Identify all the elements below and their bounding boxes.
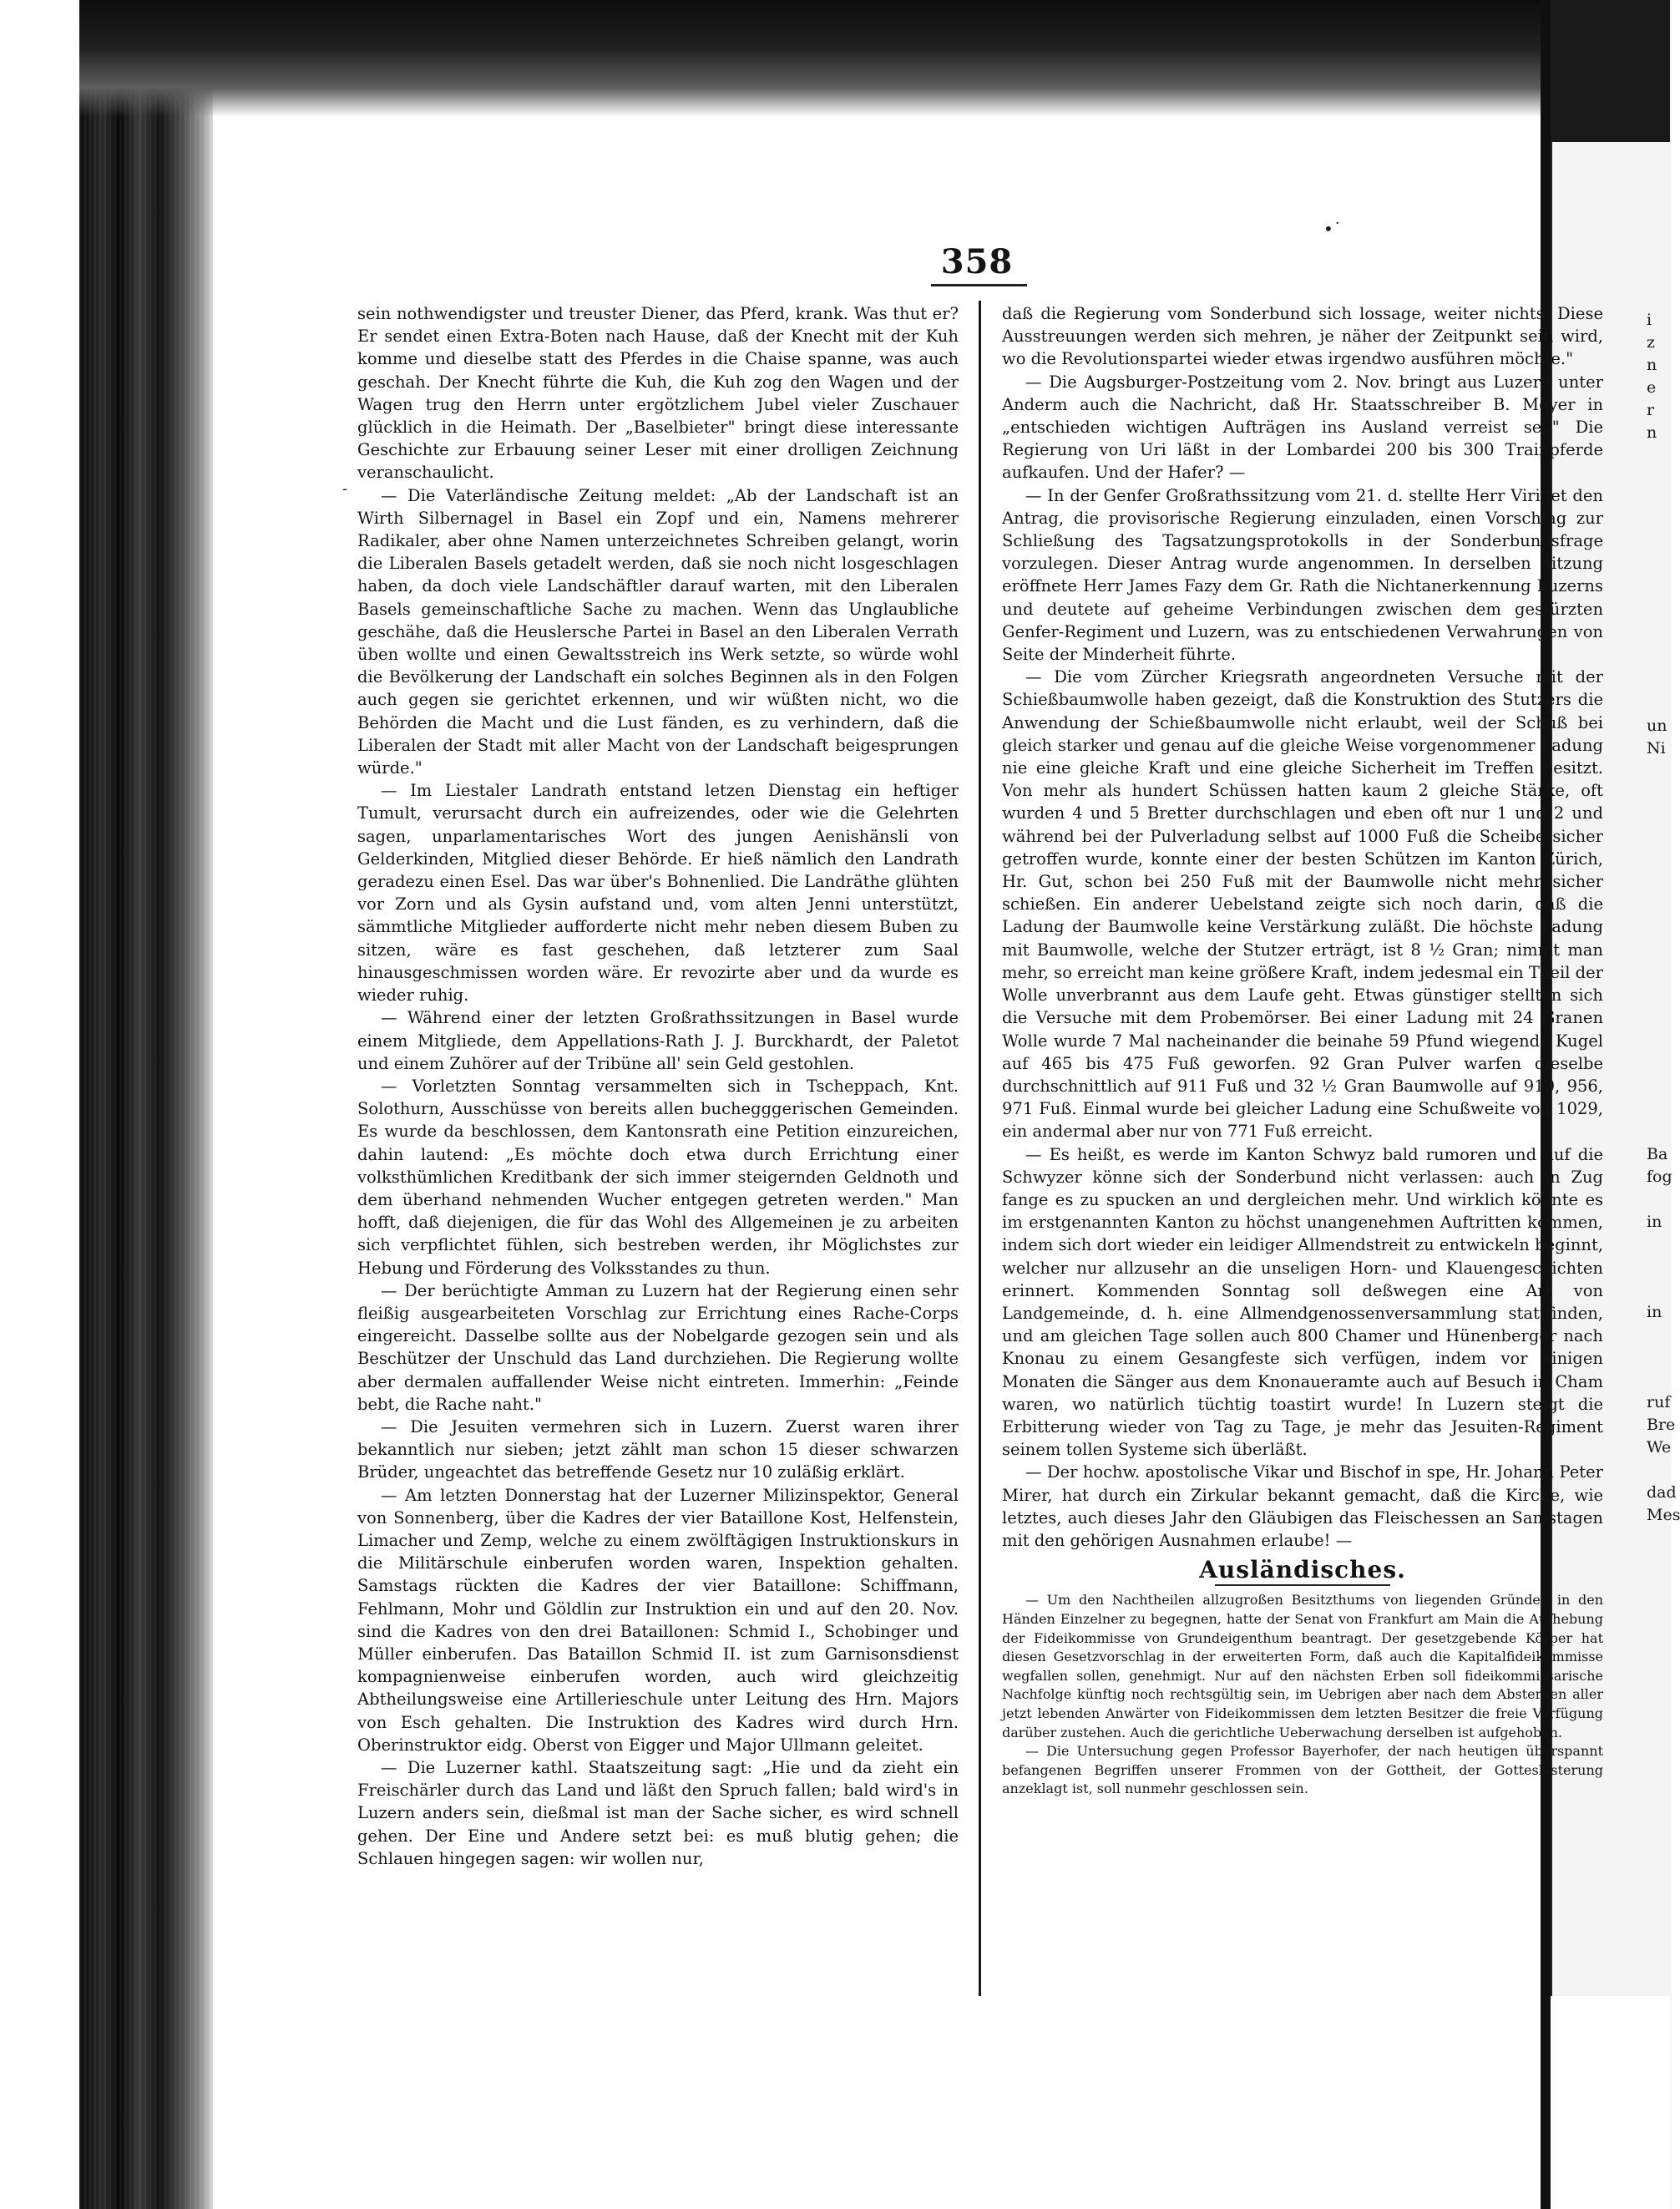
next-page-fragment [1647, 783, 1670, 805]
article-paragraph: — Die Luzerner kathl. Staatszeitung sagt: „Hie und da zieht ein Freischärler durch das Land und läßt den Spruch fallen; bald wird's in Luzern anders sein, dießmal ist man der Sache sicher, es wird schnell gehen. Der Eine und Andere setzt bei: es muß blutig gehen; die Schlauen hingegen sagen: wir wollen nur, [357, 1758, 959, 1868]
next-page-fragment [1647, 1775, 1670, 1797]
next-page-fragment: Mes [1647, 1506, 1680, 1524]
article-paragraph: — Die Jesuiten vermehren sich in Luzern. Zuerst waren ihrer bekanntlich nur sieben; jetzt zählt man schon 15 dieser schwarzen Brüder, ungeachtet das betreffende Gesetz nur 10 zuläßig erklärt. [357, 1416, 959, 1482]
next-page-fragment [1647, 1369, 1670, 1391]
next-page-fragment [1647, 828, 1670, 850]
next-page-fragment: Bre [1647, 1416, 1676, 1434]
next-page-fragment [1647, 850, 1670, 873]
article-paragraph: — Die vom Zürcher Kriegsrath angeordneten Versuche mit der Schießbaumwolle haben gezeigt, daß die Konstruktion des Stutzers die Anwendung der Schießbaumwolle nicht erlaubt, weil der Schuß bei gleich starker und genau auf die gleiche Weise vorgenommener Ladung nie eine gleiche Kraft und eine gleiche Sicherheit im Treffen besitzt. Von mehr als hundert Schüssen hatten kaum 2 gleiche Stärke, oft wurden 4 und 5 Bretter durchschlagen und eben oft nur 1 und 2 und während bei der Pulverladung selbst auf 1000 Fuß die Scheibe sicher getroffen wurde, konnte einer der besten Schützen im Kanton Zürich, Hr. Gut, schon bei 250 Fuß mit der Baumwolle nicht mehr sicher schießen. Ein anderer Uebelstand zeigte sich noch darin, daß die Ladung der Baumwolle keine Verstärkung zuläßt. Die höchste Ladung mit Baumwolle, welche der Stutzer erträgt, ist 8 ½ Gran; nimmt man mehr, so erreicht man keine größere Kraft, indem jedesmal ein Theil der Wolle unverbrannt aus dem Laufe geht. Etwas günstiger stellten sich die Versuche mit dem Probemörser. Bei einer Ladung mit 24 Granen Wolle wurde 7 Mal nacheinander die beinahe 59 Pfund wiegende Kugel auf 465 bis 475 Fuß geworfen. 92 Gran Pulver warfen dieselbe durchschnittlich auf 911 Fuß und 32 ½ Gran Baumwolle auf 910, 956, 971 Fuß. Einmal wurde bei gleicher Ladung eine Schußweite von 1029, ein andermal aber nur von 771 Fuß erreicht. [1002, 667, 1603, 1142]
next-page-fragment [1647, 557, 1670, 580]
next-page-fragment [1647, 1707, 1670, 1730]
next-page-fragment [1647, 918, 1670, 940]
next-page-fragment [1647, 1639, 1670, 1662]
next-page-fragment [1647, 444, 1670, 467]
next-page-fragment [1647, 1053, 1670, 1076]
foreign-news-paragraph: — Die Untersuchung gegen Professor Bayerhofer, der nach heutigen überspannt befangenen Begriffen unserer Frommen von der Gottheit, der Gotteslästerung anzeklagt ist, soll nunmehr geschlossen sein. [1002, 1743, 1603, 1797]
next-page-fragment [1647, 489, 1670, 512]
next-page-fragment [1647, 1121, 1670, 1143]
next-page-fragment [1647, 1730, 1670, 1752]
next-page-fragment [1647, 1076, 1670, 1098]
next-page-fragment [1647, 760, 1670, 783]
next-page-fragment [1647, 940, 1670, 963]
next-page-fragment [1647, 467, 1670, 489]
next-page-fragment: fog [1647, 1168, 1672, 1186]
next-page-bottom [1551, 1996, 1670, 2209]
section-heading-rule [1215, 1584, 1390, 1586]
page-number-underline [931, 284, 1027, 286]
next-page-fragment: r [1647, 401, 1655, 419]
next-page-fragment [1647, 1685, 1670, 1707]
next-page-fragment: We [1647, 1438, 1672, 1457]
next-page-fragment [1647, 670, 1670, 692]
next-page-fragment [1647, 1031, 1670, 1053]
next-page-fragment: ruf [1647, 1393, 1671, 1411]
next-page-fragment: in [1647, 1213, 1662, 1231]
article-paragraph: daß die Regierung vom Sonderbund sich lossage, weiter nichts. Diese Ausstreuungen werden sich mehren, je näher der Zeitpunkt sein wird, wo die Revolutionspartei wieder etwas irgendwo ausführen möchte." [1002, 304, 1603, 369]
page-number: 358 [940, 242, 1014, 281]
print-mark: •˙ [1323, 219, 1342, 239]
next-page-fragment [1647, 1459, 1670, 1482]
article-paragraph: sein nothwendigster und treuster Diener, das Pferd, krank. Was thut er? Er sendet einen Extra-Boten nach Hause, daß der Knecht mit der Kuh komme und dieselbe statt des Pferdes in die Chaise spanne, was auch geschah. Der Knecht führte die Kuh, die Kuh zog den Wagen und der Wagen trug den Herrn unter ergötzlichem Jubel vieler Zuschauer glücklich in die Heimath. Der „Baselbieter" bringt diese interessante Geschichte zur Erbauung seiner Leser mit einer drolligen Zeichnung veranschaulicht. [357, 304, 959, 483]
next-page-fragment [1647, 1594, 1670, 1617]
article-paragraph: — Der hochw. apostolische Vikar und Bischof in spe, Hr. Johann Peter Mirer, hat durch ein Zirkular bekannt gemacht, daß die Kirche, wie letztes, auch dieses Jahr den Gläubigen das Fleischessen an Samstagen mit den gehörigen Ausnahmen erlaube! — [1002, 1462, 1603, 1550]
article-paragraph: — Vorletzten Sonntag versammelten sich in Tscheppach, Knt. Solothurn, Ausschüsse von bereits allen buchegggerischen Gemeinden. Es wurde da beschlossen, dem Kantonsrath eine Petition einzureichen, dahin lautend: „Es möchte doch etwa durch Errichtung einer volksthümlichen Kreditbank der sich immer steigernden Geldnoth und dem überhand nehmenden Wucher entgegen getreten werden." Man hofft, daß diejenigen, die für das Wohl des Allgemeinen je zu arbeiten sich verpflichtet fühlen, sich bestreben werden, ihr Möglichstes zur Hebung und Förderung des Volksstandes zu thun. [357, 1076, 959, 1278]
article-paragraph: — Der berüchtigte Amman zu Luzern hat der Regierung einen sehr fleißig ausgearbeiteten Vorschlag zur Errichtung eines Rache-Corps eingereicht. Dasselbe sollte aus der Nobelgarde gezogen sein und als Beschützer der Unschuld das Land durchziehen. Die Regierung wollte aber dermalen auffallender Weise nicht eintreten. Immerhin: „Feinde bebt, die Rache naht." [357, 1280, 959, 1414]
next-page-fragment: un [1647, 717, 1667, 735]
next-page-fragment [1647, 647, 1670, 670]
next-page-text-fragments [1647, 309, 1680, 1979]
next-page-fragment [1647, 512, 1670, 535]
next-page-fragment [1647, 1662, 1670, 1685]
left-column [357, 302, 959, 1998]
margin-mark: - [342, 480, 348, 498]
next-page-fragment [1647, 1910, 1670, 1933]
next-page-fragment [1647, 535, 1670, 557]
column-divider [979, 301, 981, 1996]
next-page-fragment [1647, 895, 1670, 918]
article-paragraph: — Es heißt, es werde im Kanton Schwyz bald rumoren und auf die Schwyzer könne sich der Sonderbund nicht verlassen: auch in Zug fange es zu spucken an und dergleichen mehr. Und wirklich könnte es im erstgenannten Kanton zu höchst unangenehmen Auftritten kommen, indem sich dort wieder ein leidiger Allmendstreit zu entwickeln beginnt, welcher nur allzusehr an die unseligen Horn- und Klauengeschichten erinnert. Kommenden Sonntag soll deßwegen eine Art von Landgemeinde, d. h. eine Allmendgenossenversammlung stattfinden, und am gleichen Tage sollen auch 800 Chamer und Hünenberger nach Knonau zu einem Gesangfeste sich verfügen, indem vor einigen Monaten die Sänger aus dem Knonaueramte auch auf Besuch in Cham waren, wo natürlich tüchtig toastirt wurde! In Luzern steigt die Erbitterung wieder von Tag zu Tage, je mehr das Jesuiten-Regiment seinem tollen Systeme sich überläßt. [1002, 1144, 1603, 1460]
next-page-fragment [1647, 1752, 1670, 1775]
next-page-fragment: e [1647, 378, 1657, 397]
article-paragraph: — Die Vaterländische Zeitung meldet: „Ab der Landschaft ist an Wirth Silbernagel in Basel ein Zopf und ein, Namens mehrerer Radikaler, aber ohne Namen unterzeichnetes Schreiben gelangt, worin die Liberalen Basels getadelt werden, daß sie noch nicht losgeschlagen haben, da doch viele Landschäftler darauf warten, mit den Liberalen Basels gemeinschaftliche Sache zu machen. Wenn das Unglaubliche geschähe, daß die Heuslersche Partei in Basel an den Liberalen Verrath üben wollte und einen Gewaltsstreich ins Werk setzte, so würde wohl die Bevölkerung der Landschaft ein solches Beginnen als in den Folgen auch gegen sie gerichtet erkennen, und wir wüßten nicht, wo die Behörden die Macht und die Lust fänden, es zu verhindern, daß die Liberalen der Stadt mit aller Macht von der Landschaft beigesprungen würde." [357, 485, 959, 778]
next-page-fragment [1647, 580, 1670, 602]
next-page-fragment [1647, 1098, 1670, 1121]
next-page-fragment [1647, 1324, 1670, 1346]
next-page-fragment [1647, 985, 1670, 1008]
next-page-fragment [1647, 1617, 1670, 1639]
next-page-fragment [1647, 1842, 1670, 1865]
next-page-fragment [1647, 692, 1670, 715]
next-page-fragment [1647, 1820, 1670, 1842]
next-page-fragment: dad [1647, 1483, 1677, 1502]
article-paragraph: — Am letzten Donnerstag hat der Luzerner Milizinspektor, General von Sonnenberg, über die Kadres der vier Bataillone Kost, Helfenstein, Limacher und Zemp, welche zu einem zwölftägigen Instruktionskurs in die Militärschule einberufen worden waren, Inspektion gehalten. Samstags rückten die Kadres der vier Bataillone: Schiffmann, Fehlmann, Mohr und Göldlin zur Instruktion ein und auf den 20. Nov. sind die Kadres von den drei Bataillonen: Schmid I., Schobinger und Müller einberufen. Das Bataillon Schmid II. ist zum Garnisonsdienst kompagnienweise einberufen worden, auch wird gleichzeitig Abtheilungsweise eine Artillerieschule unter Leitung des Hrn. Majors von Esch gehalten. Die Instruktion des Kadres wird durch Hrn. Oberinstruktor eidg. Oberst von Eigger und Major Ullmann geleitet. [357, 1485, 959, 1755]
next-page-top-shadow [1551, 0, 1670, 142]
article-paragraph: — Im Liestaler Landrath entstand letzen Dienstag ein heftiger Tumult, verursacht durch ein aufreizendes, oder wie die Gelehrten sagen, unparlamentarisches Wort des jungen Aenishänsli von Gelderkinden, Mitglied dieser Behörde. Er hieß nämlich den Landrath geradezu einen Esel. Das war über's Bohnenlied. Die Landräthe glühten vor Zorn und als Gysin aufstand und, vom alten Jenni unterstützt, sämmtliche Mitglieder aufforderte nicht mehr neben diesem Buben zu sitzen, wäre es fast geschehen, daß letzterer zum Saal hinausgeschmissen worden wäre. Er revozirte aber und da wurde es wieder ruhig. [357, 781, 959, 1006]
top-scan-shadow [79, 0, 1541, 117]
next-page-fragment [1647, 1346, 1670, 1369]
next-page-fragment [1647, 1887, 1670, 1910]
next-page-fragment [1647, 1549, 1670, 1572]
next-page-fragment [1647, 1008, 1670, 1031]
next-page-fragment: in [1647, 1303, 1662, 1321]
article-paragraph: — In der Genfer Großrathssitzung vom 21. d. stellte Herr Viridet den Antrag, die provisorische Regierung einzuladen, einen Vorschlag zur Schließung des Tagsatzungsprotokolls in der Sonderbundsfrage vorzulegen. Dieser Antrag wurde angenommen. In derselben Sitzung eröffnete Herr James Fazy dem Gr. Rath die Nichtanerkennung Luzerns und deutete auf geheime Verbindungen zwischen dem gestürzten Genfer-Regiment und Luzern, was zu entschiedenen Verwahrungen von Seite der Minderheit führte. [1002, 485, 1603, 665]
book-binding-shadow [79, 0, 213, 2209]
next-page-fragment [1647, 1865, 1670, 1887]
next-page-fragment [1647, 963, 1670, 985]
next-page-fragment [1647, 805, 1670, 828]
next-page-fragment [1647, 625, 1670, 647]
next-page-fragment [1647, 1188, 1670, 1211]
next-page-fragment [1647, 602, 1670, 625]
next-page-fragment [1647, 1256, 1670, 1279]
next-page-fragment [1647, 1933, 1670, 1955]
next-page-fragment: z [1647, 333, 1656, 352]
section-heading: Ausländisches. [1199, 1556, 1406, 1584]
next-page-fragment [1647, 1234, 1670, 1256]
foreign-news-paragraph: — Um den Nachtheilen allzugroßen Besitzthums von liegenden Gründen in den Händen Einzelner zu begegnen, hatte der Senat von Frankfurt am Main die Aufhebung der Fideikommisse von Grundeigenthum beantragt. Der gesetzgebende Körper hat diesen Gesetzvorschlag in der erweiterten Form, daß auch die Kapitalfideikommisse wegfallen sollen, genehmigt. Nur auf den nächsten Erben soll fideikommissarische Nachfolge künftig noch rechtsgültig sein, im Uebrigen aber nach dem Absterben aller jetzt lebenden Anwärter von Fideikommissen dem letzten Besitzer die freie Verfügung darüber zustehen. Auch die gerichtliche Ueberwachung derselben ist aufgehoben. [1002, 1592, 1603, 1740]
next-page-fragment [1647, 1572, 1670, 1594]
next-page-fragment: n [1647, 423, 1657, 442]
next-page-fragment: Ba [1647, 1145, 1668, 1163]
next-page-fragment: i [1647, 311, 1652, 329]
next-page-fragment [1647, 1279, 1670, 1301]
right-column [1002, 302, 1603, 1998]
next-page-fragment [1647, 1797, 1670, 1820]
article-paragraph: — Während einer der letzten Großrathssitzungen in Basel wurde einem Mitgliede, dem Appellations-Rath J. J. Burckhardt, der Paletot und einem Zuhörer auf der Tribüne all' sein Geld gestohlen. [357, 1008, 959, 1073]
next-page-fragment [1647, 1527, 1670, 1549]
next-page-fragment: n [1647, 356, 1657, 374]
next-page-fragment: Ni [1647, 739, 1666, 757]
scan-margin [0, 0, 79, 2209]
article-paragraph: — Die Augsburger-Postzeitung vom 2. Nov. bringt aus Luzern unter Anderm auch die Nachricht, daß Hr. Staatsschreiber B. Meyer in „entschieden wichtigen Aufträgen ins Ausland verreist sei." Die Regierung von Uri läßt in der Lombardei 200 bis 300 Trainpferde aufkaufen. Und der Hafer? — [1002, 372, 1603, 483]
next-page-fragment [1647, 873, 1670, 895]
